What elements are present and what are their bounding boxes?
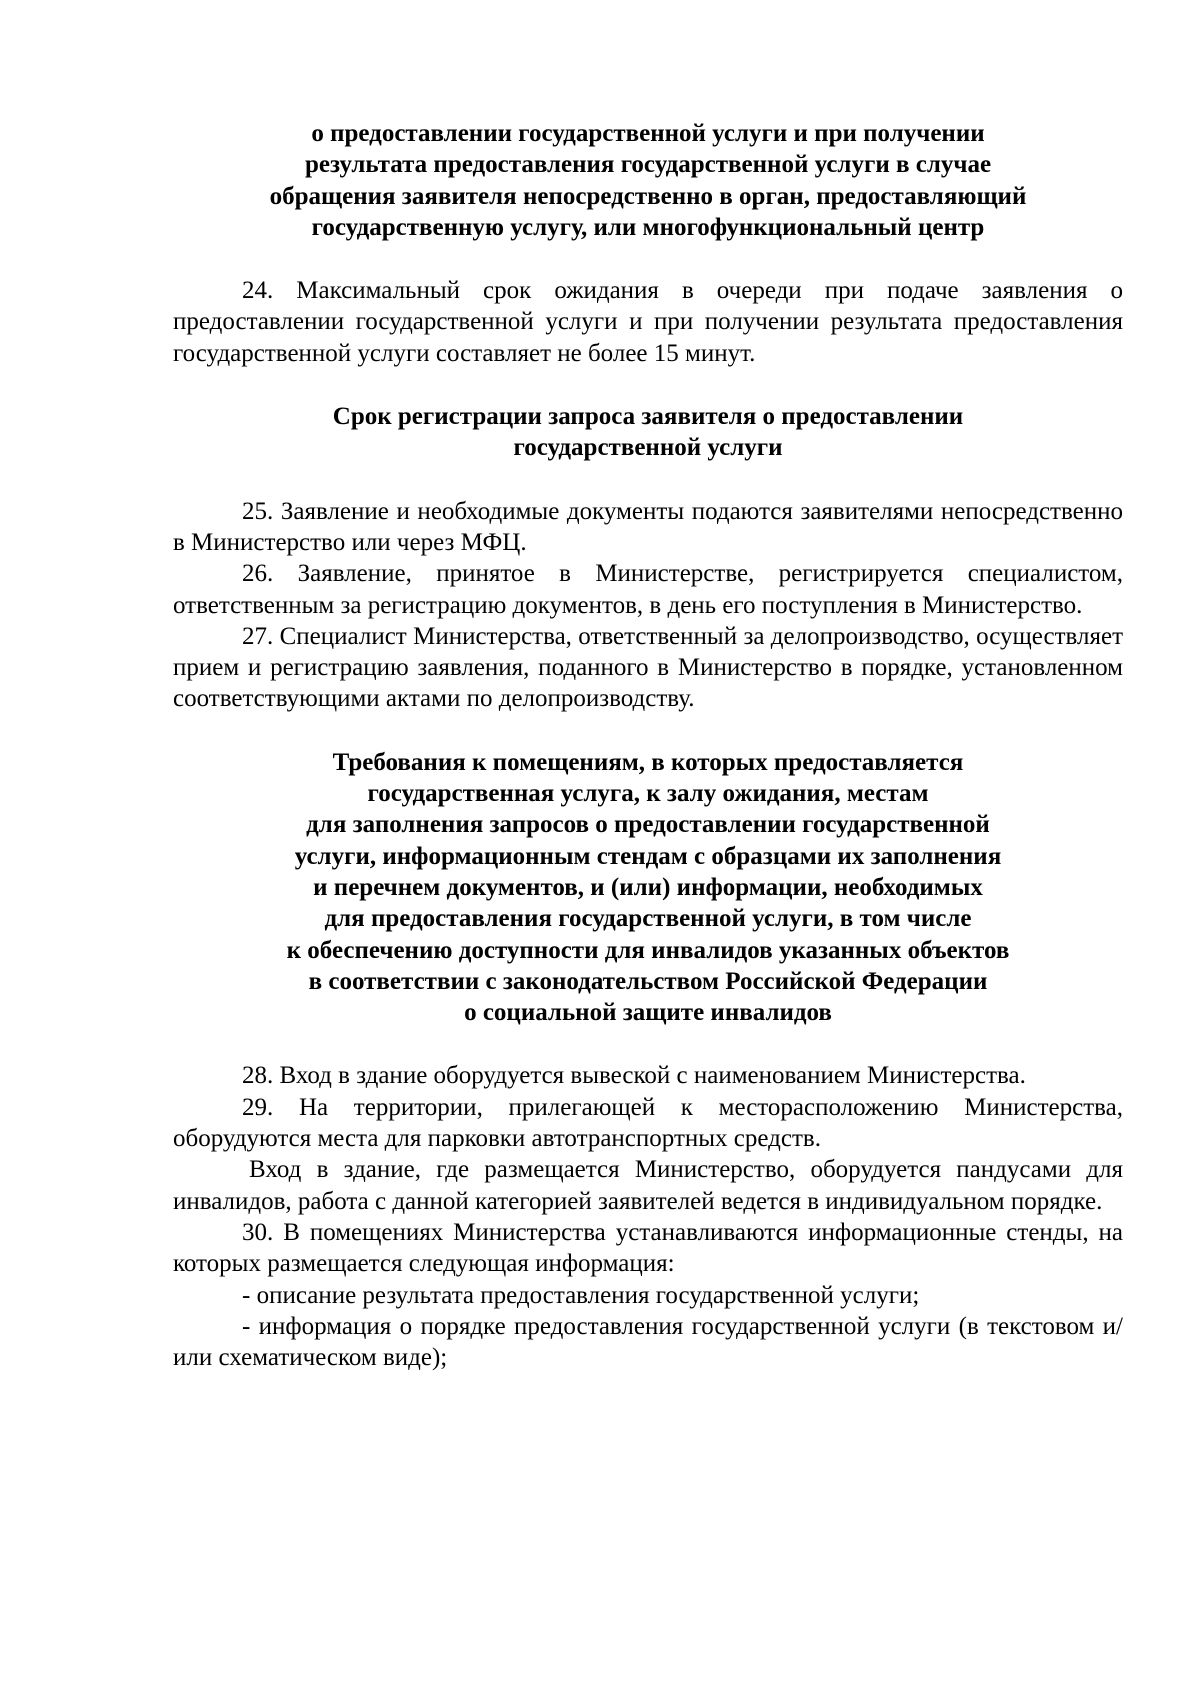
paragraph-27: 27. Специалист Министерства, ответственный за делопроизводство, осуществляет прием и регистрацию заявления, поданного в Министерство в порядке, установленном соответствующими актами по делопроизводству. [173,622,1123,713]
heading-line: Срок регистрации запроса заявителя о предоставлении [332,403,964,431]
heading-line: для заполнения запросов о предоставлении государственной [306,811,990,839]
paragraph-26: 26. Заявление, принятое в Министерстве, регистрируется специалистом, ответственным за регистрацию документов, в день его поступления в Министерство. [173,560,1123,619]
list-item-procedure-info: - информация о порядке предоставления государственной услуги (в текстовом и/или схематическом виде); [173,1312,1123,1372]
heading-line: о предоставлении государственной услуги и при получении [311,120,985,147]
spacer [173,243,1123,275]
spacer [173,369,1123,401]
document-page [173,118,1123,1373]
heading-line: для предоставления государственной услуги, в том числе [324,905,972,933]
heading-line: государственная услуга, к залу ожидания, местам [367,780,929,808]
heading-line: государственной услуги [513,434,783,462]
paragraph-29-ramps: Вход в здание, где размещается Министерство, оборудуется пандусами для инвалидов, работа с данной категорией заявителей ведется в индивидуальном порядке. [173,1156,1123,1215]
paragraph-30: 30. В помещениях Министерства устанавливаются информационные стенды, на которых размещается следующая информация: [173,1218,1123,1278]
heading-line: услуги, информационным стендам с образцами их заполнения [294,842,1002,870]
spacer [173,1028,1123,1060]
section-heading-queue [173,118,1123,243]
heading-line: и перечнем документов, и (или) информации, необходимых [313,873,983,901]
heading-line: обращения заявителя непосредственно в орган, предоставляющий [269,182,1027,210]
paragraph-25: 25. Заявление и необходимые документы подаются заявителями непосредственно в Министерство или через МФЦ. [173,497,1123,556]
paragraph-24: 24. Максимальный срок ожидания в очереди при подаче заявления о предоставлении государственной услуги и при получении результата предоставления государственной услуги составляет не более 15 минут. [173,277,1123,367]
heading-line: к обеспечению доступности для инвалидов указанных объектов [286,936,1010,964]
heading-line: государственную услугу, или многофункциональный центр [311,213,985,241]
spacer [173,715,1123,747]
paragraph-29: 29. На территории, прилегающей к месторасположению Министерства, оборудуются места для парковки автотранспортных средств. [173,1093,1123,1153]
heading-line: о социальной защите инвалидов [464,999,832,1027]
paragraph-28: 28. Вход в здание оборудуется вывеской с наименованием Министерства. [242,1062,1026,1090]
list-item-result-description: - описание результата предоставления государственной услуги; [242,1281,920,1309]
heading-line: результата предоставления государственной услуги в случае [304,151,992,179]
section-heading-registration [173,401,1123,464]
section-heading-premises [173,747,1123,1029]
heading-line: Требования к помещениям, в которых предоставляется [332,748,964,776]
heading-line: в соответствии с законодательством Российской Федерации [308,967,988,995]
spacer [173,464,1123,496]
